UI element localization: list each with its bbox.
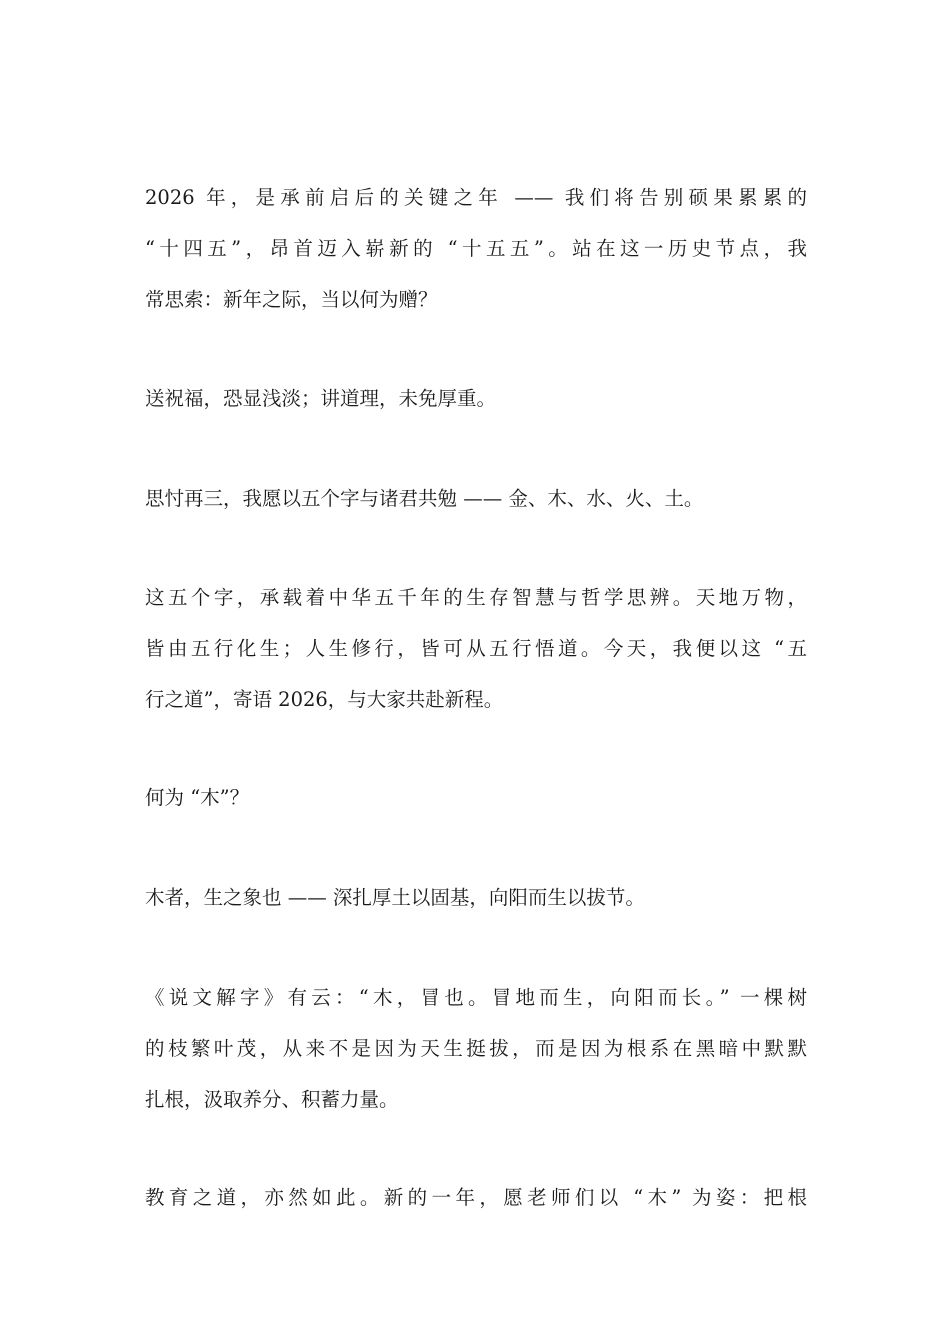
text-line: “十四五”，昂首迈入崭新的 “十五五”。站在这一历史节点，我: [145, 237, 807, 260]
text-line: 教育之道，亦然如此。新的一年，愿老师们以 “木” 为姿：把根: [145, 1186, 807, 1209]
text-line: 的枝繁叶茂，从来不是因为天生挺拔，而是因为根系在黑暗中默默: [145, 1037, 807, 1060]
section-heading: 何为 “木”？: [145, 786, 250, 809]
text-line: 思忖再三，我愿以五个字与诸君共勉 —— 金、木、水、火、土。: [145, 487, 704, 510]
text-line: 《说文解字》有云：“木，冒也。冒地而生，向阳而长。” 一棵树: [145, 986, 807, 1009]
text-line: 木者，生之象也 —— 深扎厚土以固基，向阳而生以拔节。: [145, 886, 645, 909]
text-line: 皆由五行化生；人生修行，皆可从五行悟道。今天，我便以这 “五: [145, 637, 807, 660]
text-line: 2026 年，是承前启后的关键之年 —— 我们将告别硕果累累的: [145, 186, 807, 209]
text-line: 这五个字，承载着中华五千年的生存智慧与哲学思辨。天地万物，: [145, 586, 807, 609]
text-line: 扎根，汲取养分、积蓄力量。: [145, 1088, 399, 1111]
text-line: 行之道”，寄语 2026，与大家共赴新程。: [145, 688, 504, 711]
text-line: 常思索：新年之际，当以何为赠？: [145, 288, 438, 311]
text-line: 送祝福，恐显浅淡；讲道理，未免厚重。: [145, 387, 497, 410]
